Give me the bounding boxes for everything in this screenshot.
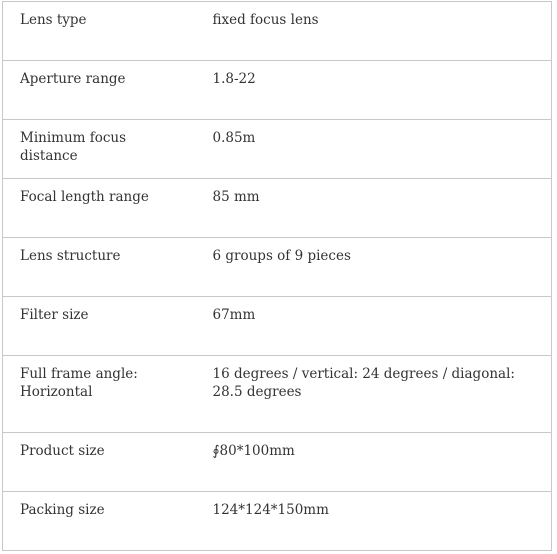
- table-row: [3, 120, 552, 179]
- table-row: [3, 433, 552, 492]
- spec-value: ∮80*100mm: [195, 433, 552, 492]
- spec-label: Aperture range: [3, 61, 195, 120]
- spec-label: Lens type: [3, 2, 195, 61]
- spec-value: 124*124*150mm: [195, 492, 552, 551]
- spec-value: 85 mm: [195, 179, 552, 238]
- table-row: [3, 179, 552, 238]
- spec-label: Lens structure: [3, 238, 195, 297]
- spec-label: Filter size: [3, 297, 195, 356]
- spec-label: Focal length range: [3, 179, 195, 238]
- spec-label: Full frame angle: Horizontal: [3, 356, 195, 433]
- table-row: [3, 492, 552, 551]
- table-row: [3, 61, 552, 120]
- spec-value: 6 groups of 9 pieces: [195, 238, 552, 297]
- spec-value: fixed focus lens: [195, 2, 552, 61]
- spec-value: 67mm: [195, 297, 552, 356]
- table-row: [3, 238, 552, 297]
- table-row: [3, 356, 552, 433]
- spec-value: 1.8-22: [195, 61, 552, 120]
- table-row: [3, 297, 552, 356]
- table-row: [3, 2, 552, 61]
- spec-label: Minimum focus distance: [3, 120, 195, 179]
- spec-label: Product size: [3, 433, 195, 492]
- spec-value: 0.85m: [195, 120, 552, 179]
- spec-label: Packing size: [3, 492, 195, 551]
- spec-table: [2, 1, 552, 551]
- spec-value: 16 degrees / vertical: 24 degrees / diagonal: 28.5 degrees: [195, 356, 552, 433]
